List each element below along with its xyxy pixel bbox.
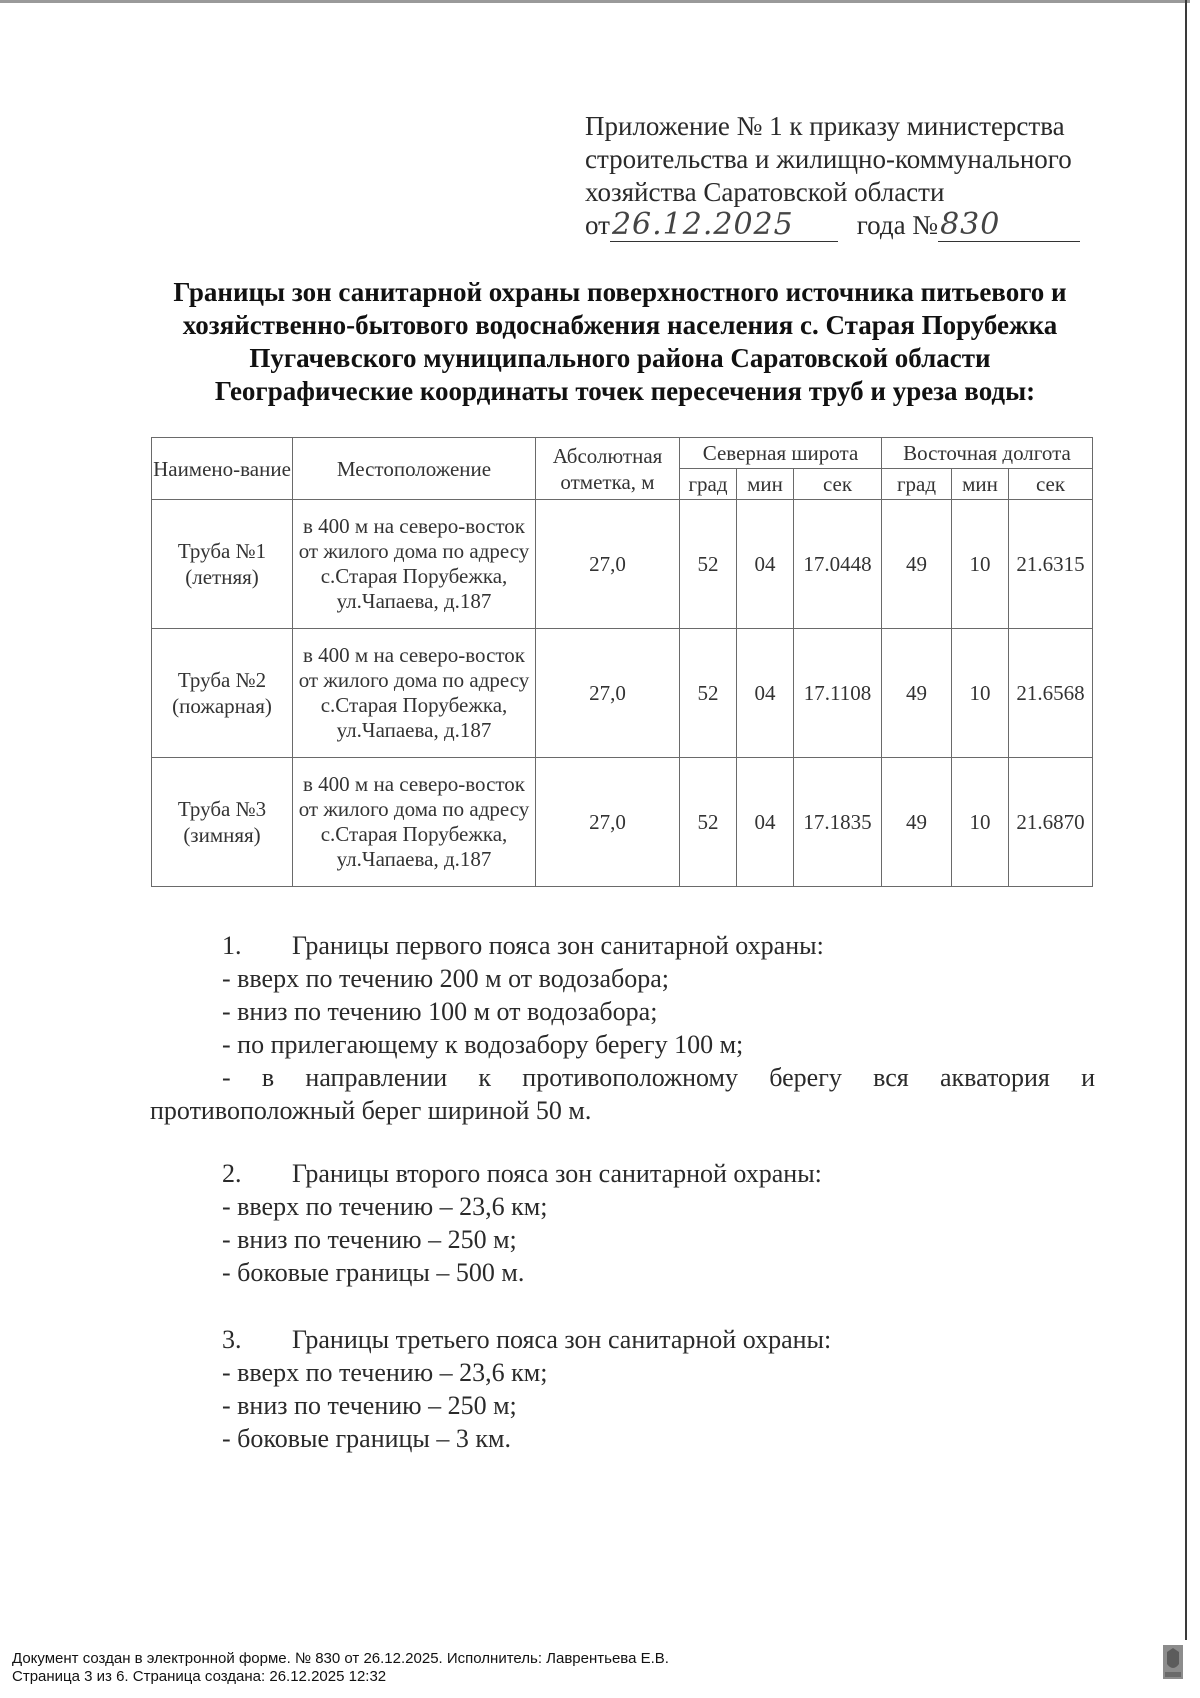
title-line-3: Пугачевского муниципального района Саратовской области: [249, 343, 991, 373]
section-heading: [150, 929, 1095, 962]
cell-elevation: 27,0: [536, 758, 680, 887]
cell-n-min: 04: [737, 758, 794, 887]
list-item-long: - в направлении к противоположному берегу вся акватория и: [222, 1063, 1095, 1092]
header-n-min: мин: [737, 469, 794, 500]
cell-elevation: 27,0: [536, 500, 680, 629]
year-number-label: года №: [856, 210, 939, 240]
handwritten-date: 26.12.2025: [611, 207, 794, 242]
header-e-sec: сек: [1009, 469, 1093, 500]
footer-line-1: Документ создан в электронной форме. № 830 от 26.12.2025. Исполнитель: Лаврентьева Е.В.: [12, 1650, 669, 1667]
header-location: Местоположение: [293, 438, 536, 500]
section-second-belt: [150, 1157, 1095, 1289]
appendix-line-1: Приложение № 1 к приказу министерства: [585, 111, 1065, 141]
header-n-deg: град: [680, 469, 737, 500]
list-item: - по прилегающему к водозабору берегу 100 м;: [222, 1030, 744, 1059]
cell-name: Труба №1 (летняя): [152, 500, 293, 629]
cell-n-sec: 17.0448: [794, 500, 882, 629]
list-item: - вверх по течению – 23,6 км;: [222, 1192, 548, 1221]
cell-location: в 400 м на северо-восток от жилого дома по адресу с.Старая Порубежка, ул.Чапаева, д.187: [293, 500, 536, 629]
section-third-belt: [150, 1323, 1095, 1455]
list-item: - вниз по течению – 250 м;: [222, 1225, 517, 1254]
section-title: Границы первого пояса зон санитарной охраны:: [292, 931, 824, 960]
title-line-1: Границы зон санитарной охраны поверхностного источника питьевого и: [173, 277, 1067, 307]
section-title: Границы второго пояса зон санитарной охраны:: [292, 1159, 822, 1188]
table-header-row: [152, 438, 1093, 469]
date-field: [610, 207, 838, 242]
cell-e-sec: 21.6315: [1009, 500, 1093, 629]
list-item: - боковые границы – 3 км.: [222, 1424, 511, 1453]
cell-name: Труба №3 (зимняя): [152, 758, 293, 887]
cell-e-sec: 21.6870: [1009, 758, 1093, 887]
page-right-edge: [1185, 0, 1187, 1640]
title-line-2: хозяйственно-бытового водоснабжения населения с. Старая Порубежка: [182, 310, 1058, 340]
cell-location: в 400 м на северо-восток от жилого дома по адресу с.Старая Порубежка, ул.Чапаева, д.187: [293, 629, 536, 758]
header-elevation: Абсолютная отметка, м: [536, 438, 680, 500]
appendix-header: [585, 110, 1105, 242]
cell-n-deg: 52: [680, 758, 737, 887]
table-row: [152, 758, 1093, 887]
cell-n-deg: 52: [680, 500, 737, 629]
cell-n-min: 04: [737, 629, 794, 758]
cell-n-sec: 17.1835: [794, 758, 882, 887]
appendix-date-line: [585, 209, 1105, 242]
page-top-edge: [0, 0, 1190, 3]
cell-e-min: 10: [952, 629, 1009, 758]
document-title: [140, 276, 1100, 408]
coordinates-table: [151, 437, 1093, 887]
appendix-line-2: строительства и жилищно-коммунального: [585, 144, 1072, 174]
cell-elevation: 27,0: [536, 629, 680, 758]
list-item: - вниз по течению – 250 м;: [222, 1391, 517, 1420]
header-n-sec: сек: [794, 469, 882, 500]
table-row: [152, 500, 1093, 629]
header-north-latitude: Северная широта: [680, 438, 882, 469]
section-number: 2.: [222, 1159, 242, 1188]
emblem-icon: [1162, 1644, 1184, 1680]
handwritten-number: 830: [940, 207, 1001, 242]
cell-e-sec: 21.6568: [1009, 629, 1093, 758]
document-footer: [12, 1650, 669, 1686]
table-row: [152, 629, 1093, 758]
cell-e-deg: 49: [882, 500, 952, 629]
title-line-4: Географические координаты точек пересечения труб и уреза воды:: [214, 376, 1036, 406]
header-east-longitude: Восточная долгота: [882, 438, 1093, 469]
cell-name: Труба №2 (пожарная): [152, 629, 293, 758]
footer-line-2: Страница 3 из 6. Страница создана: 26.12.2025 12:32: [12, 1668, 387, 1685]
section-heading: [150, 1323, 1095, 1356]
cell-location: в 400 м на северо-восток от жилого дома по адресу с.Старая Порубежка, ул.Чапаева, д.187: [293, 758, 536, 887]
section-first-belt: [150, 929, 1095, 1127]
header-name: Наимено-вание: [152, 438, 293, 500]
number-field: [938, 207, 1080, 242]
cell-n-deg: 52: [680, 629, 737, 758]
cell-e-deg: 49: [882, 629, 952, 758]
section-heading: [150, 1157, 1095, 1190]
header-e-min: мин: [952, 469, 1009, 500]
section-title: Границы третьего пояса зон санитарной охраны:: [292, 1325, 832, 1354]
list-item: - вниз по течению 100 м от водозабора;: [222, 997, 658, 1026]
section-number: 1.: [222, 931, 242, 960]
cell-e-min: 10: [952, 758, 1009, 887]
cell-e-deg: 49: [882, 758, 952, 887]
section-number: 3.: [222, 1325, 242, 1354]
header-e-deg: град: [882, 469, 952, 500]
cell-n-min: 04: [737, 500, 794, 629]
appendix-line-3: хозяйства Саратовской области: [585, 177, 945, 207]
from-label: от: [585, 210, 610, 240]
list-item: - вверх по течению 200 м от водозабора;: [222, 964, 669, 993]
cell-e-min: 10: [952, 500, 1009, 629]
list-item: - вверх по течению – 23,6 км;: [222, 1358, 548, 1387]
list-item-long-continuation: противоположный берег шириной 50 м.: [150, 1096, 592, 1125]
cell-n-sec: 17.1108: [794, 629, 882, 758]
list-item: - боковые границы – 500 м.: [222, 1258, 525, 1287]
